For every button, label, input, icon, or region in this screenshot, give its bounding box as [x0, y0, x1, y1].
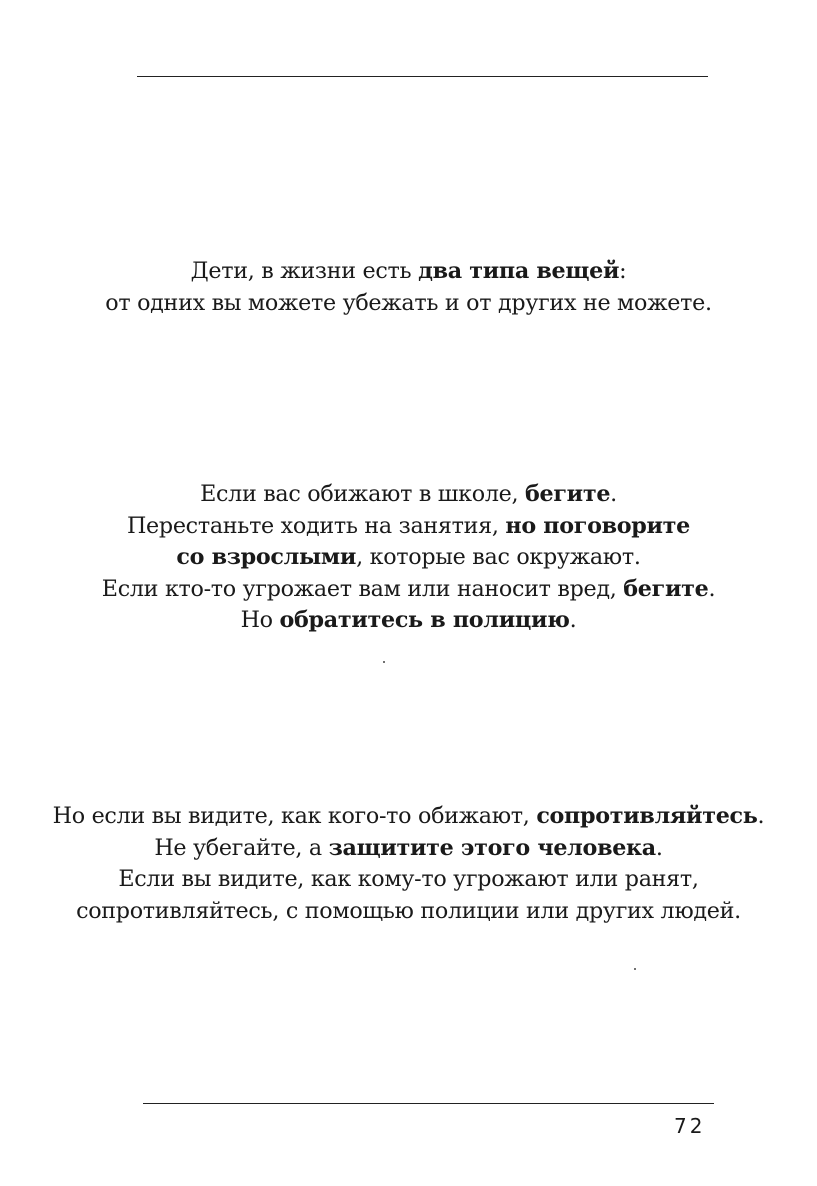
- bold-text-run: защитите этого человека: [328, 834, 656, 861]
- text-run: .: [757, 803, 765, 829]
- text-run: Не убегайте, а: [154, 834, 329, 861]
- bottom-rule: [143, 1103, 714, 1104]
- text-run: .: [569, 607, 577, 634]
- text-run: от одних вы можете убежать и от других не можете.: [105, 289, 712, 316]
- text-line: [0, 479, 817, 511]
- text-run: Но если вы видите, как кого-то обижают,: [52, 803, 537, 829]
- top-rule: [137, 76, 708, 77]
- text-run: Дети, в жизни есть: [190, 258, 419, 284]
- text-line: [0, 801, 817, 833]
- text-run: сопротивляйтесь, с помощью полиции или других людей.: [76, 897, 741, 924]
- text-line: [0, 256, 817, 288]
- text-line: [0, 896, 817, 928]
- text-run: Если вас обижают в школе,: [200, 481, 526, 507]
- print-speck: [634, 968, 636, 970]
- bold-text-run: со взрослыми: [176, 544, 357, 571]
- bold-text-run: но поговорите: [505, 512, 690, 539]
- text-run: Если кто-то угрожает вам или наносит вред,: [101, 575, 624, 602]
- text-run: :: [619, 258, 627, 284]
- text-line: [0, 542, 817, 574]
- text-run: .: [708, 575, 716, 602]
- paragraph-run-away: [0, 479, 817, 637]
- page-number: 72: [674, 1114, 706, 1138]
- text-run: .: [610, 481, 617, 507]
- text-run: , которые вас окружают.: [356, 544, 641, 571]
- text-line: [0, 574, 817, 606]
- text-run: Перестаньте ходить на занятия,: [126, 512, 506, 539]
- text-line: [0, 288, 817, 320]
- text-run: Если вы видите, как кому-то угрожают или ранят,: [118, 866, 699, 893]
- bold-text-run: бегите: [525, 481, 611, 507]
- text-line: [0, 833, 817, 865]
- text-line: [0, 864, 817, 896]
- text-line: [0, 511, 817, 543]
- text-line: [0, 605, 817, 637]
- bold-text-run: два типа вещей: [418, 258, 620, 284]
- text-run: .: [655, 834, 663, 861]
- paragraph-resist: [0, 801, 817, 927]
- paragraph-two-kinds: [0, 256, 817, 319]
- bold-text-run: бегите: [623, 575, 709, 602]
- text-run: Но: [240, 607, 280, 634]
- bold-text-run: обратитесь в полицию: [279, 607, 570, 634]
- bold-text-run: сопротивляйтесь: [536, 803, 758, 829]
- print-speck: [383, 661, 385, 663]
